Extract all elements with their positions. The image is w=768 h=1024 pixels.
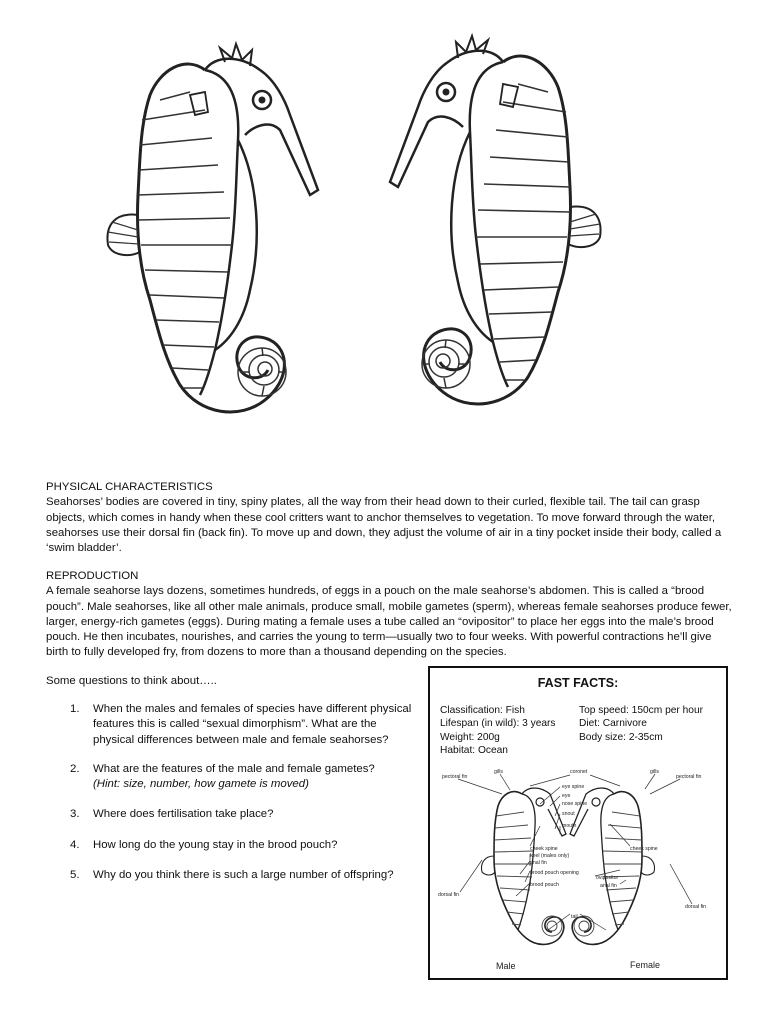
label-snout: snout <box>562 811 575 817</box>
label-gills-right: gills <box>650 769 659 775</box>
label-nose-spine: nose spine <box>562 801 588 807</box>
list-item <box>46 807 416 822</box>
question-number: 3. <box>70 808 80 821</box>
questions-list <box>46 702 416 883</box>
question-number: 1. <box>70 703 80 715</box>
label-eye: eye <box>562 793 571 799</box>
fast-facts-right-column <box>579 704 703 744</box>
fact-body-size: Body size: 2-35cm <box>579 731 663 743</box>
label-gills-left: gills <box>494 769 503 775</box>
question-text: Where does fertilisation take place? <box>93 808 274 821</box>
label-eye-spine: eye spine <box>562 784 585 790</box>
questions-intro: Some questions to think about….. <box>46 675 217 687</box>
question-number: 2. <box>70 762 80 775</box>
seahorse-anatomy-diagram <box>430 764 726 979</box>
label-dorsal-fin-left: dorsal fin <box>438 892 460 898</box>
list-item <box>46 702 416 748</box>
label-pectoral-fin-left: pectoral fin <box>442 774 468 780</box>
label-anal-fin-right: anal fin <box>600 883 617 889</box>
reproduction-section <box>46 569 736 661</box>
list-item <box>46 838 416 853</box>
label-dorsal-fin-right: dorsal fin <box>685 904 707 910</box>
label-brood-pouch: brood pouch <box>530 882 559 888</box>
question-text: How long do the young stay in the brood pouch? <box>93 838 338 851</box>
fast-facts-box <box>428 666 728 980</box>
question-text: When the males and females of species have different physical features this is called “sexual dimorphism”. What are the physical differences between male and female seahorses? <box>93 703 412 746</box>
question-text: What are the features of the male and female gametes? <box>93 762 375 775</box>
fast-facts-left-column <box>440 704 556 757</box>
seahorse-illustration <box>0 0 768 470</box>
physical-characteristics-body: Seahorses’ bodies are covered in tiny, spiny plates, all the way from their head down to their curled, flexible tail. The tail can grasp objects, which comes in handy when these cool critters want to anchor themselves to vegetation. To move forward through the water, seahorses use their dorsal fin (back fin). To move up and down, they adjust the volume of air in a tiny pocket inside their body, called a ‘swim bladder’. <box>46 496 722 555</box>
physical-characteristics-heading: PHYSICAL CHARACTERISTICS <box>46 481 213 493</box>
label-tail: tail <box>571 914 578 920</box>
label-keel: keel (males only) <box>530 853 570 859</box>
fast-facts-title: FAST FACTS: <box>537 676 619 690</box>
list-item <box>46 762 416 793</box>
label-cheek-spine-left: cheek spine <box>530 846 558 852</box>
reproduction-heading: REPRODUCTION <box>46 570 139 582</box>
label-pectoral-fin-right: pectoral fin <box>676 774 702 780</box>
list-item <box>46 868 416 883</box>
label-mouth: mouth <box>562 823 577 829</box>
question-hint: (Hint: size, number, how gamete is moved) <box>93 778 309 791</box>
label-brood-pouch-opening: brood pouch opening <box>530 870 579 876</box>
reproduction-body: A female seahorse lays dozens, sometimes hundreds, of eggs in a pouch on the male seahorse’s abdomen. This is called a “brood pouch”. Male seahorses, like all other male animals, produce small, mobile gametes (sperm), whereas female seahorses produce fewer, larger, energy-rich gametes (eggs). During mating a female uses a tube called an “ovipositor” to place her eggs into the male’s brood pouch. He then incubates, nourishes, and carries the young to term—usually two to four weeks. With powerful contractions he’ll give birth to fully developed fry, from dozens to more than a thousand depending on the species. <box>46 585 732 659</box>
label-anal-fin-left: anal fin <box>530 860 547 866</box>
fact-classification: Classification: Fish <box>440 705 525 716</box>
label-cheek-spine-right: cheek spine <box>630 846 658 852</box>
fact-lifespan: Lifespan (in wild): 3 years <box>440 718 556 730</box>
fact-habitat: Habitat: Ocean <box>440 744 508 756</box>
label-male: Male <box>496 961 516 971</box>
physical-characteristics-section <box>46 480 736 556</box>
label-female: Female <box>630 960 661 970</box>
fact-diet: Diet: Carnivore <box>579 718 647 730</box>
question-number: 4. <box>70 838 80 851</box>
question-text: Why do you think there is such a large number of offspring? <box>93 869 394 882</box>
fact-top-speed: Top speed: 150cm per hour <box>579 705 704 716</box>
question-number: 5. <box>70 869 80 882</box>
fact-weight: Weight: 200g <box>440 731 500 743</box>
label-coronet: coronet <box>570 769 588 775</box>
label-ovipositor: ovipositor <box>596 875 619 881</box>
